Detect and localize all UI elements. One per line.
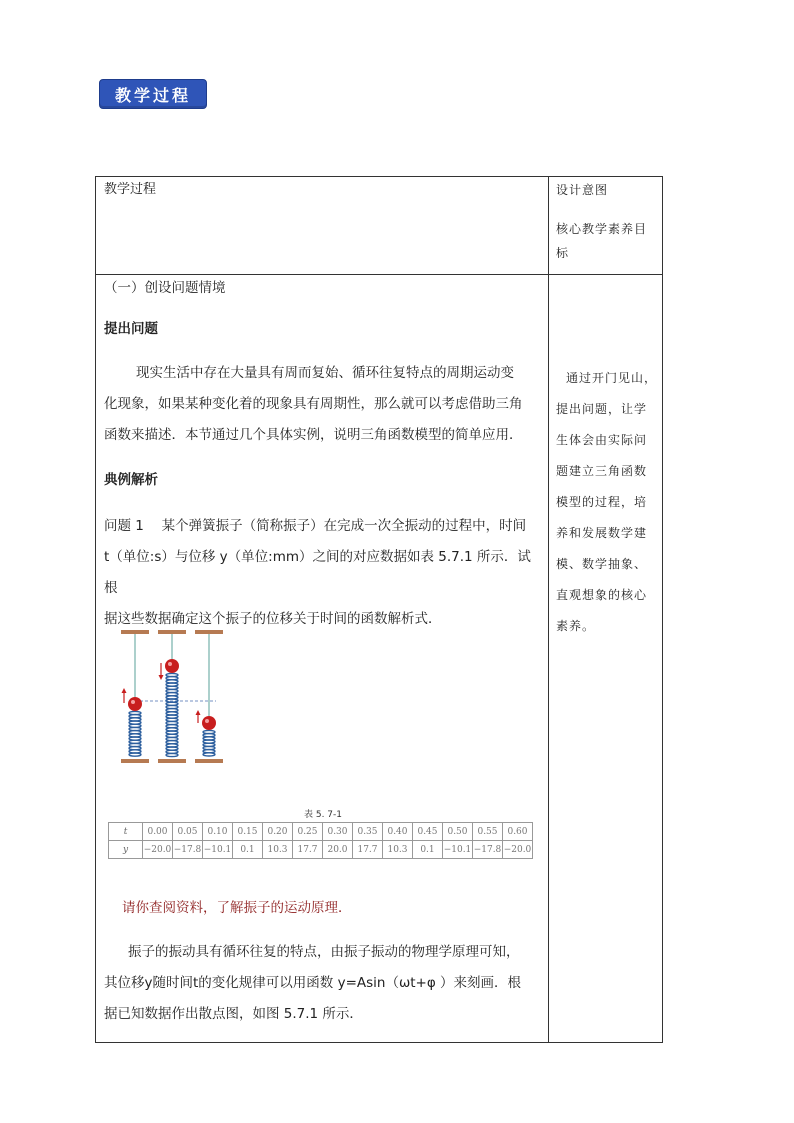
header-divider [96,274,662,275]
up-arrow-icon [196,710,201,715]
table-cell: 10.3 [383,841,413,859]
header-left: 教学过程 [104,182,157,197]
ball-highlight [205,719,209,723]
ball-highlight [131,700,135,704]
ball-highlight [168,662,172,666]
design-intent [556,363,658,642]
table-cell: 17.7 [353,841,383,859]
intent-line: 直观想象的核心 [556,588,648,602]
table-cell: −20.0 [143,841,173,859]
spring [203,730,215,756]
floor-bar [121,759,149,763]
ceiling-bar [121,630,149,634]
column-divider [548,177,549,1042]
table-cell: −17.8 [473,841,503,859]
table-cell: 0.00 [143,823,173,841]
spring [129,711,141,756]
table-cell: −10.1 [443,841,473,859]
explain-line: 其位移y随时间t的变化规律可以用函数 y=Asin（ωt+φ ）来刻画．根 [104,975,522,991]
intro-paragraph [104,358,540,451]
problem-paragraph [104,511,540,635]
table-cell: 0.1 [233,841,263,859]
ball [128,697,142,711]
spring-coil [129,753,141,756]
table-cell: 0.10 [203,823,233,841]
lesson-table [95,176,663,1043]
table-row [109,841,533,859]
table-cell: 0.60 [503,823,533,841]
ceiling-bar [195,630,223,634]
ball [165,659,179,673]
table-cell: −10.1 [203,841,233,859]
spring [166,673,178,756]
table-cell: 10.3 [263,841,293,859]
ceiling-bar [158,630,186,634]
table-cell: −20.0 [503,841,533,859]
spring-oscillator-figure [116,625,226,770]
intent-line: 素养。 [556,619,596,633]
ball [202,716,216,730]
table-cell: 0.1 [413,841,443,859]
problem-line: t（单位:s）与位移 y（单位:mm）之间的对应数据如表 5.7.1 所示．试根 [104,549,531,596]
table-cell: 0.55 [473,823,503,841]
intro-line: 函数来描述．本节通过几个具体实例，说明三角函数模型的简单应用． [104,427,523,443]
intro-line: 化现象，如果某种变化着的现象具有周期性，那么就可以考虑借助三角 [104,396,523,412]
table-cell: 0.30 [323,823,353,841]
intent-line: 生体会由实际问 [556,433,648,447]
intent-line: 提出问题，让学 [556,402,648,416]
problem-line: 据这些数据确定这个振子的位移关于时间的函数解析式． [104,611,442,627]
section-badge: 教学过程 [99,79,207,109]
table-cell: 0.15 [233,823,263,841]
table-cell: 17.7 [293,841,323,859]
intro-line: 现实生活中存在大量具有周而复始、循环往复特点的周期运动变 [136,365,514,381]
intent-line: 模型的过程，培 [556,495,648,509]
table-cell: 0.45 [413,823,443,841]
table-cell: −17.8 [173,841,203,859]
table-cell: 0.25 [293,823,323,841]
header-right-1: 设计意图 [556,183,609,197]
explain-paragraph [104,937,540,1030]
red-prompt: 请你查阅资料，了解振子的运动原理． [122,900,352,916]
spring-coil [203,753,215,756]
down-arrow-icon [159,675,164,680]
up-arrow-icon [122,688,127,693]
problem-line: 问题 1 某个弹簧振子（简称振子）在完成一次全振动的过程中，时间 [104,518,527,534]
data-table [108,822,533,859]
row-header-cell: t [109,823,143,841]
table-cell: 0.05 [173,823,203,841]
intent-line: 模、数学抽象、 [556,557,648,571]
explain-line: 据已知数据作出散点图，如图 5.7.1 所示． [104,1006,363,1022]
table-cell: 20.0 [323,841,353,859]
floor-bar [158,759,186,763]
table-row [109,823,533,841]
intent-line: 通过开门见山， [566,371,658,385]
example-heading: 典例解析 [104,472,158,488]
table-caption: 表 5. 7-1 [304,810,343,820]
table-cell: 0.40 [383,823,413,841]
raise-question-heading: 提出问题 [104,321,158,337]
intent-line: 题建立三角函数 [556,464,648,478]
table-cell: 0.35 [353,823,383,841]
explain-line: 振子的振动具有循环往复的特点，由振子振动的物理学原理可知， [128,944,520,960]
floor-bar [195,759,223,763]
row-header-cell: y [109,841,143,859]
section-heading: （一）创设问题情境 [104,280,226,296]
spring-coil [166,753,178,756]
header-right-2: 核心教学素养目标 [556,222,648,260]
table-cell: 0.20 [263,823,293,841]
intent-line: 养和发展数学建 [556,526,648,540]
table-cell: 0.50 [443,823,473,841]
